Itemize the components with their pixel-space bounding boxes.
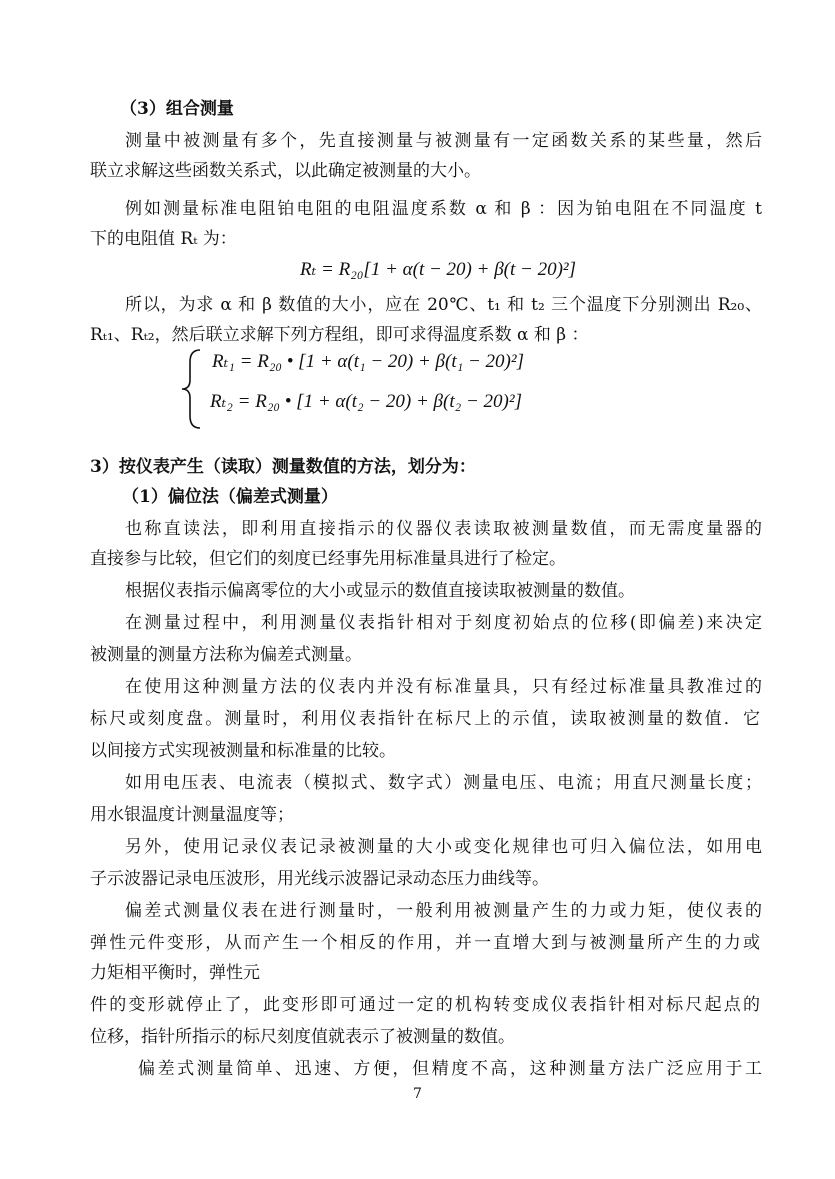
paragraph-line: Rₜ₁、Rₜ₂，然后联立求解下列方程组，即可求得温度系数 α 和 β ： [90, 325, 589, 345]
paragraph-line: 联立求解这些函数关系式，以此确定被测量的大小。 [90, 161, 481, 181]
paragraph-line: 如用电压表、电流表（模拟式、数字式）测量电压、电流；用直尺测量长度； [125, 773, 762, 793]
equation-system-brace [180, 348, 202, 430]
equation-t1: Rₜ₁ = R₂₀ • [1 + α(t₁ − 20) + β(t₁ − 20)²] [212, 351, 524, 372]
paragraph-line: 测量中被测量有多个，先直接测量与被测量有一定函数关系的某些量，然后 [125, 131, 762, 151]
paragraph-line: 件的变形就停止了，此变形即可通过一定的机构转变成仪表指针相对标尺起点的 [90, 995, 760, 1015]
paragraph-line: 弹性元件变形，从而产生一个相反的作用，并一直增大到与被测量所产生的力或 [90, 933, 760, 953]
paragraph-line: 在使用这种测量方法的仪表内并没有标准量具，只有经过标准量具教准过的 [125, 677, 762, 697]
paragraph-line: 在测量过程中，利用测量仪表指针相对于刻度初始点的位移(即偏差)来决定 [125, 613, 762, 633]
paragraph-line: 直接参与比较，但它们的刻度已经事先用标准量具进行了检定。 [90, 549, 566, 569]
formula-resistance-temperature: Rₜ = R₂₀[1 + α(t − 20) + β(t − 20)²] [300, 259, 577, 280]
paragraph-line: 力矩相平衡时，弹性元 [90, 963, 260, 983]
paragraph-line: 根据仪表指示偏离零位的大小或显示的数值直接读取被测量的数值。 [125, 581, 635, 601]
paragraph-line: 偏差式测量简单、迅速、方便，但精度不高，这种测量方法广泛应用于工 [138, 1059, 762, 1079]
paragraph-line: 另外，使用记录仪表记录被测量的大小或变化规律也可归入偏位法，如用电 [125, 837, 762, 857]
paragraph-line: 子示波器记录电压波形，用光线示波器记录动态压力曲线等。 [90, 869, 549, 889]
paragraph-line: 例如测量标准电阻铂电阻的电阻温度系数 α 和 β ：因为铂电阻在不同温度 t [125, 199, 762, 219]
paragraph-line: 偏差式测量仪表在进行测量时，一般利用被测量产生的力或力矩，使仪表的 [125, 901, 762, 921]
paragraph-line: 也称直读法，即利用直接指示的仪器仪表读取被测量数值，而无需度量器的 [125, 519, 762, 539]
section-heading-reading-method: 3）按仪表产生（读取）测量数值的方法，划分为： [90, 457, 476, 477]
equation-t2: Rₜ₂ = R₂₀ • [1 + α(t₂ − 20) + β(t₂ − 20)²] [210, 391, 522, 412]
paragraph-line: 以间接方式实现被测量和标准量的比较。 [90, 741, 396, 761]
paragraph-line: 用水银温度计测量温度等； [90, 805, 294, 825]
section-heading-combined-measurement: （3）组合测量 [120, 99, 234, 119]
paragraph-line: 所以，为求 α 和 β 数值的大小，应在 20℃、t₁ 和 t₂ 三个温度下分别测出 R₂₀、 [125, 295, 762, 315]
subsection-heading-deflection-method: （1）偏位法（偏差式测量） [122, 487, 338, 507]
paragraph-line: 标尺或刻度盘。测量时，利用仪表指针在标尺上的示值，读取被测量的数值．它 [90, 709, 760, 729]
page-number: 7 [413, 1086, 422, 1102]
paragraph-line: 位移，指针所指示的标尺刻度值就表示了被测量的数值。 [90, 1027, 515, 1047]
paragraph-line: 被测量的测量方法称为偏差式测量。 [90, 645, 362, 665]
paragraph-line: 下的电阻值 Rₜ 为： [90, 229, 237, 249]
